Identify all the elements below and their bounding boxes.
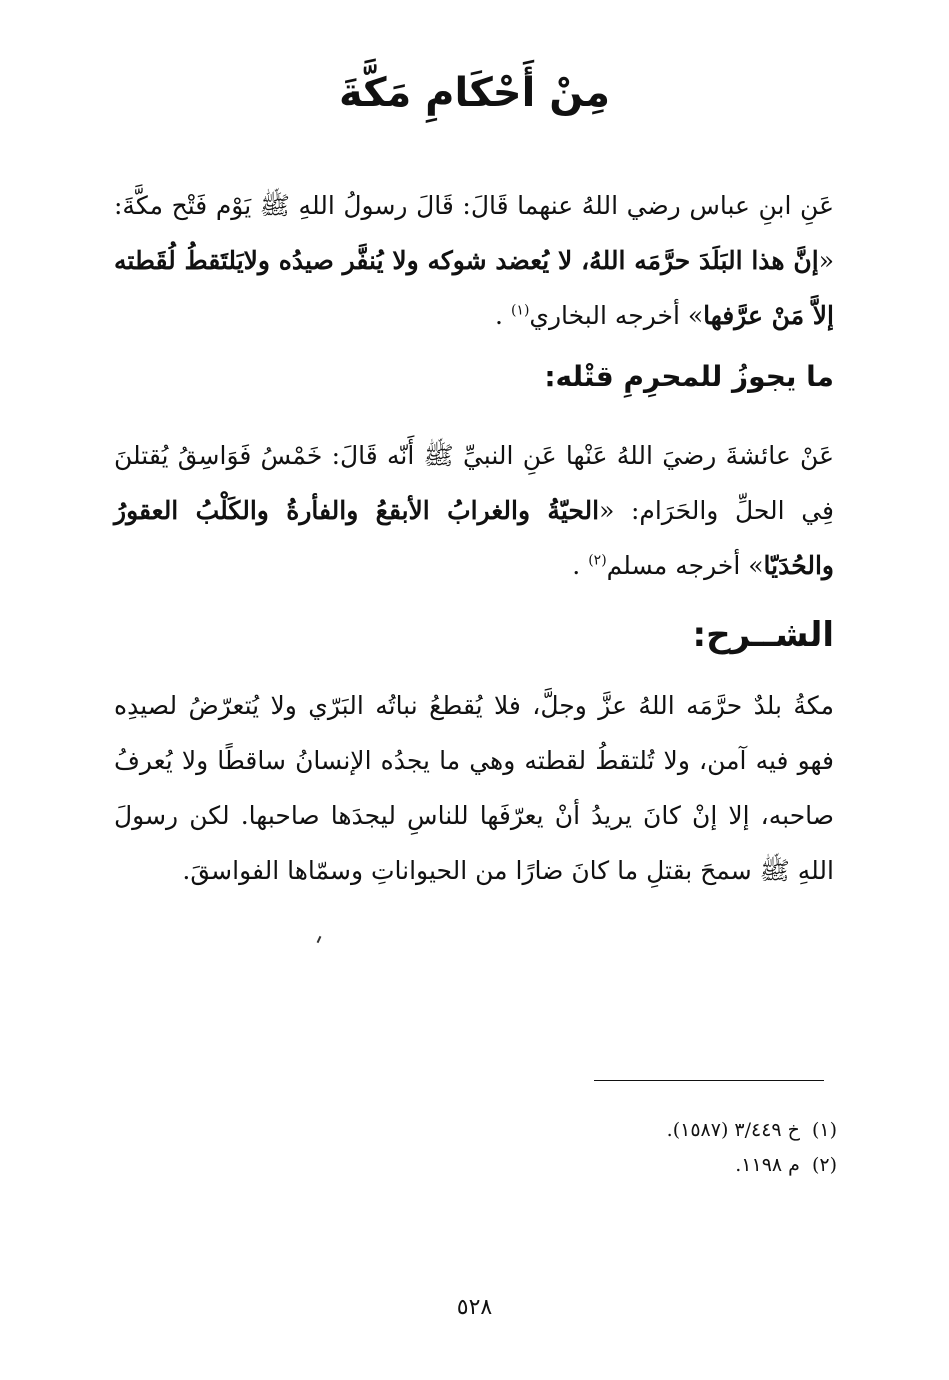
page-number: ٥٢٨ — [456, 1295, 493, 1320]
footnote-number: (١) — [811, 1119, 837, 1141]
footnote-2 — [735, 1150, 837, 1180]
footnote-number: (٢) — [811, 1154, 837, 1176]
hadith-quote: إنَّ هذا البَلَدَ حرَّمَه اللهُ، لا يُعضد شوكه ولا يُنفَّر صيدُه ولايَلتَقطُ لُقَطته إلاَّ مَنْ عرَّفها — [114, 246, 834, 330]
footnote-1 — [667, 1115, 837, 1145]
hadith-quote: الحيّةُ والغرابُ الأبقعُ والفأرةُ والكَلْبُ العقورُ والحُدَيّا — [114, 496, 834, 580]
footnote-rule — [594, 1080, 824, 1081]
hadith-intro: عَنِ ابنِ عباس رضي اللهُ عنهما قَالَ: قَالَ رسولُ اللهِ ﷺ يَوْم فَتْح مكَّةَ: « — [114, 191, 834, 275]
sharh-paragraph: مكةُ بلدٌ حرَّمَه اللهُ عزَّ وجلَّ، فلا يُقطعُ نباتُه البَرّي ولا يُتعرّضُ لصيدِه فهو فيه آمن، ولا تُلتقطُ لقطته وهي ما يجدُه الإنسانُ ساقطًا ولا يُعرفُ صاحبه، إلا إنْ كانَ يريدُ أنْ يعرّفَها للناسِ ليجدَها صاحبها. لكن رسولَ اللهِ ﷺ سمحَ بقتلِ ما كانَ ضارًا من الحيواناتِ وسمّاها الفواسقَ. — [114, 691, 834, 885]
period: . — [572, 551, 581, 580]
period: . — [495, 301, 503, 330]
page-title: مِنْ أَحْكَامِ مَكَّةَ — [338, 70, 611, 116]
hadith-aisha — [114, 428, 834, 593]
hadith-source: » أخرجه البخاري — [529, 301, 704, 330]
hadith-ibn-abbas — [114, 178, 834, 343]
footnote-ref: (٢) — [588, 552, 607, 569]
footnote-ref: (١) — [510, 302, 530, 319]
hadith-source: » أخرجه مسلم — [606, 551, 764, 580]
stray-mark — [317, 936, 322, 943]
footnote-text: م ١١٩٨. — [735, 1154, 800, 1176]
hadith-intro: عَنْ عائشةَ رضيَ اللهُ عَنْها عَنِ النبيِّ ﷺ أَنّه قَالَ: خَمْسُ فَوَاسِقُ يُقتلنَ فِي الحلِّ والحَرَام: « — [114, 441, 834, 525]
section-subheading: ما يجوزُ للمحرِمِ قتْله: — [544, 360, 834, 393]
sharh-heading: الشــرح: — [692, 615, 834, 655]
footnote-text: خ ٣/٤٤٩ (١٥٨٧). — [666, 1119, 800, 1141]
